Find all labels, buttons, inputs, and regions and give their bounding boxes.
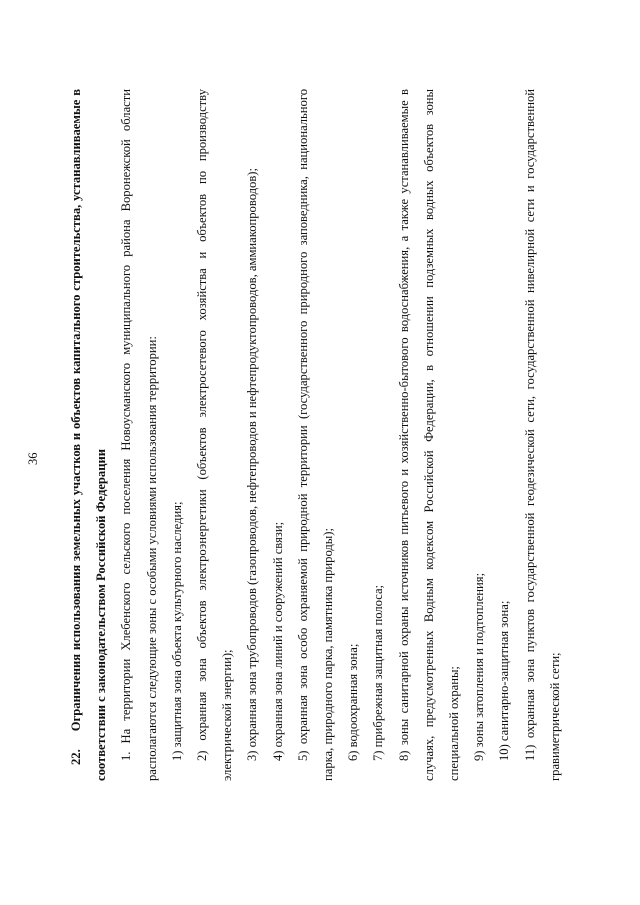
list-item-7: 7) прибрежная защитная полоса; bbox=[371, 584, 386, 761]
list-item-10: 10) санитарно-защитная зона; bbox=[497, 600, 512, 761]
list-item-8: 8) зоны санитарной охраны источников питьевого и хозяйственно-бытового водоснабжения, а также устанавливаемые в случаях, предусмотренных Водным кодексом Российской Федерации, в отношении подземных водных объектов зоны специальной охраны; bbox=[396, 89, 462, 781]
section-heading bbox=[64, 89, 114, 781]
list-item-6: 6) водоохранная зона; bbox=[346, 643, 361, 761]
list-item-9: 9) зоны затопления и подтопления; bbox=[472, 572, 487, 761]
section-title: Ограничения использования земельных участков и объектов капитального строительства, устанавливаемые в соответствии с законодательством Российской Федерации bbox=[69, 89, 109, 781]
section-number: 22. bbox=[69, 749, 83, 765]
list-item-4: 4) охранная зона линий и сооружений связи; bbox=[270, 521, 285, 761]
page-content bbox=[64, 89, 568, 781]
page-number: 36 bbox=[26, 452, 40, 465]
intro-paragraph: 1. На территории Хлебенского сельского поселения Новоусманского муниципального района Воронежской области располагаются следующие зоны с особыми условиями использования территории: bbox=[119, 89, 159, 781]
list-item-1: 1) защитная зона объекта культурного наследия; bbox=[169, 501, 184, 761]
list-item-11: 11) охранная зона пунктов государственной геодезической сети, государственной нивелирной сети и государственной гравиметрической сети; bbox=[522, 89, 562, 781]
list-item-5: 5) охранная зона особо охраняемой природной территории (государственного природного заповедника, национального парка, природного парка, памятника природы); bbox=[295, 89, 336, 781]
list-item-3: 3) охранная зона трубопроводов (газопроводов, нефтепроводов и нефтепродуктопроводов, аммиакопроводов); bbox=[245, 168, 260, 761]
list-item-2: 2) охранная зона объектов электроэнергетики (объектов электросетевого хозяйства и объектов по производству электрической энергии); bbox=[195, 89, 235, 781]
